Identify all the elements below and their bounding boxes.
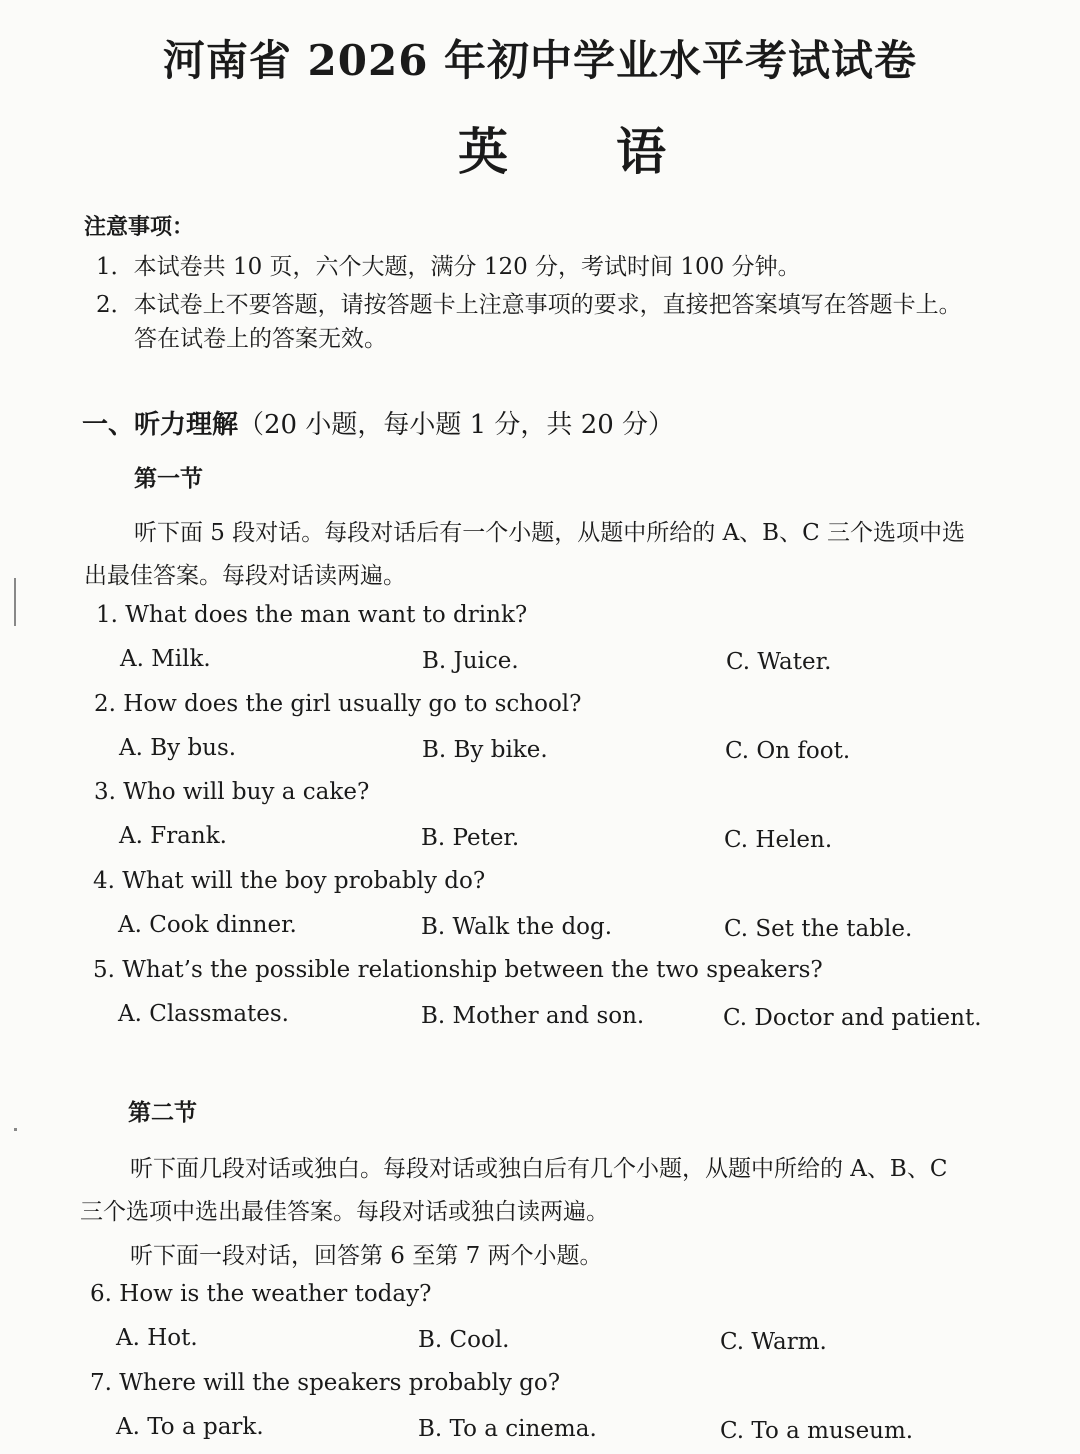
option-a: A. By bus.: [119, 735, 237, 761]
option-c: C. To a museum.: [720, 1418, 914, 1444]
option-b: B. Juice.: [422, 648, 519, 674]
question-text: 6. How is the weather today?: [90, 1281, 432, 1307]
option-a: A. Cook dinner.: [118, 912, 297, 938]
option-c: C. Doctor and patient.: [723, 1005, 982, 1031]
option-a: A. Milk.: [120, 646, 211, 672]
subject-title: 英语: [458, 122, 774, 181]
question-text: 7. Where will the speakers probably go?: [90, 1370, 561, 1396]
question-text: 3. Who will buy a cake?: [94, 779, 370, 805]
part-heading: 第一节: [134, 465, 203, 492]
note-item: 1．本试卷共 10 页，六个大题，满分 120 分，考试时间 100 分钟。: [96, 254, 801, 280]
part-heading: 第二节: [128, 1099, 197, 1126]
question-text: 4. What will the boy probably do?: [93, 868, 486, 894]
instruction-line: 听下面 5 段对话。每段对话后有一个小题，从题中所给的 A、B、C 三个选项中选: [134, 520, 965, 546]
scan-mark: [14, 578, 16, 626]
option-a: A. To a park.: [116, 1414, 264, 1440]
section-heading-detail: （20 小题，每小题 1 分，共 20 分）: [238, 410, 675, 440]
exam-title: 河南省 2026 年初中学业水平考试试卷: [162, 36, 918, 85]
option-b: B. By bike.: [422, 737, 548, 763]
option-c: C. Set the table.: [724, 916, 913, 942]
instruction-line: 听下面一段对话，回答第 6 至第 7 两个小题。: [130, 1243, 603, 1269]
option-a: A. Classmates.: [118, 1001, 289, 1027]
question-text: 2. How does the girl usually go to school?: [94, 691, 582, 717]
option-c: C. Warm.: [720, 1329, 827, 1355]
section-heading-label: 一、听力理解: [82, 410, 239, 440]
option-b: B. Mother and son.: [421, 1003, 645, 1029]
notes-heading: 注意事项：: [84, 214, 195, 240]
option-b: B. Peter.: [421, 825, 520, 851]
option-a: A. Hot.: [116, 1325, 198, 1351]
option-a: A. Frank.: [119, 823, 227, 849]
note-item: 2．本试卷上不要答题，请按答题卡上注意事项的要求，直接把答案填写在答题卡上。: [96, 292, 962, 318]
scan-mark: [14, 1128, 17, 1131]
option-c: C. Helen.: [724, 827, 833, 853]
instruction-line: 三个选项中选出最佳答案。每段对话或独白读两遍。: [80, 1199, 609, 1225]
option-c: C. Water.: [726, 649, 832, 675]
question-text: 5. What’s the possible relationship between the two speakers?: [93, 957, 823, 983]
option-b: B. Walk the dog.: [421, 914, 613, 940]
note-item-continuation: 答在试卷上的答案无效。: [134, 326, 387, 352]
section-heading: [82, 404, 674, 441]
question-text: 1. What does the man want to drink?: [96, 602, 528, 628]
option-c: C. On foot.: [725, 738, 851, 764]
option-b: B. Cool.: [418, 1327, 510, 1353]
instruction-line: 听下面几段对话或独白。每段对话或独白后有几个小题，从题中所给的 A、B、C: [130, 1156, 948, 1182]
option-b: B. To a cinema.: [418, 1416, 597, 1442]
instruction-line: 出最佳答案。每段对话读两遍。: [84, 563, 406, 589]
